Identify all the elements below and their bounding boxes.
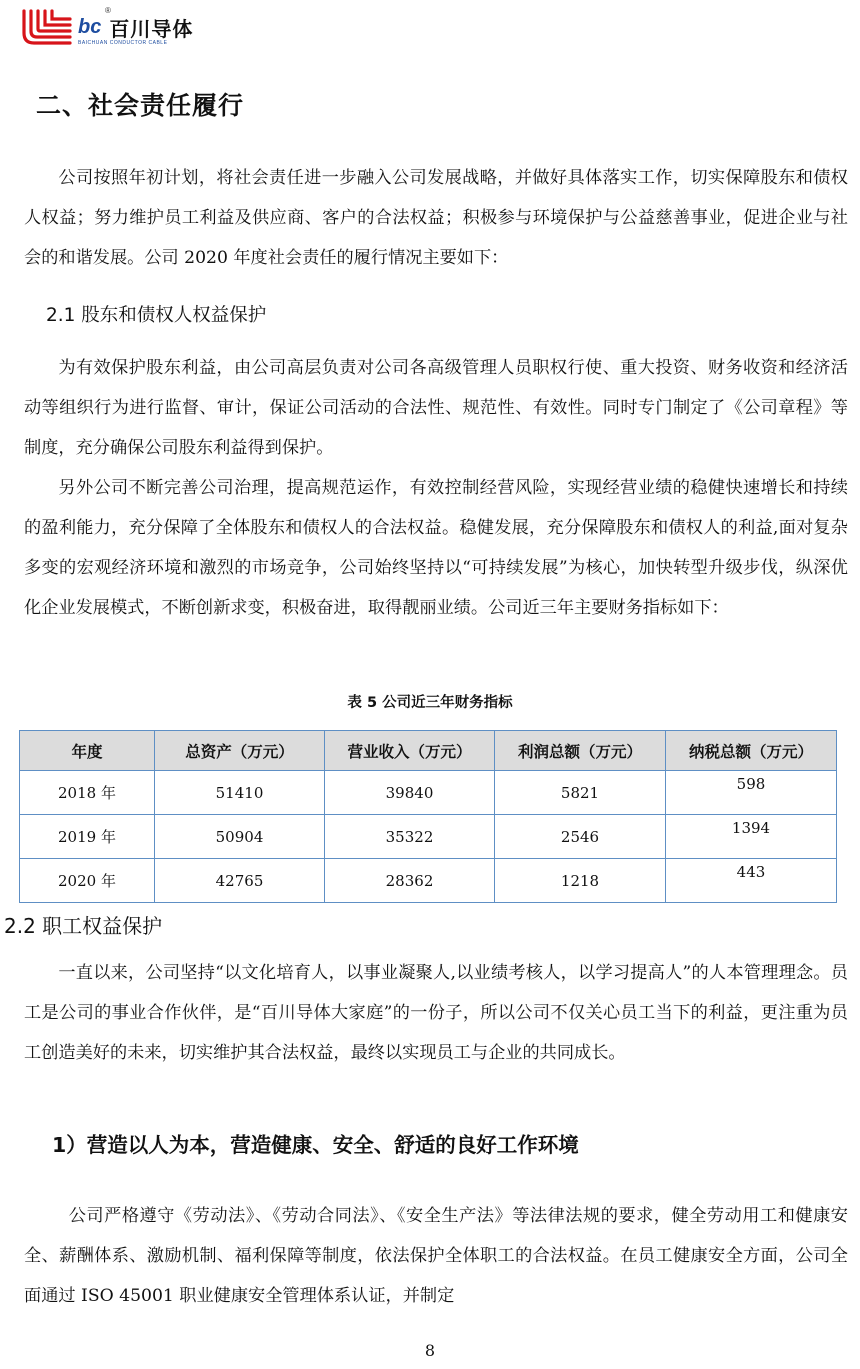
section-title: 二、社会责任履行	[36, 91, 245, 120]
cell-revenue: 35322	[325, 815, 495, 859]
logo-bc-text: bc ® BAICHUAN CONDUCTOR CABLE	[78, 5, 168, 46]
employee-paragraph: 一直以来，公司坚持“以文化培育人，以事业凝聚人,以业绩考核人，以学习提高人”的人本管理理念。员工是公司的事业合作伙伴，是“百川导体大家庭”的一份子，所以公司不仅关心员工当下的利益，更注重为员工创造美好的未来，切实维护其合法权益，最终以实现员工与企业的共同成长。	[24, 963, 848, 1063]
cell-year: 2019 年	[20, 815, 155, 859]
header-total-tax: 纳税总额（万元）	[666, 731, 837, 771]
cell-total-assets: 51410	[155, 771, 325, 815]
cell-revenue: 39840	[325, 771, 495, 815]
table-row	[20, 815, 837, 859]
financial-indicators-table	[19, 730, 837, 903]
page-number: 8	[424, 1341, 436, 1360]
cell-total-profit: 1218	[495, 859, 666, 903]
cell-total-tax: 598	[666, 771, 837, 815]
cell-year: 2020 年	[20, 859, 155, 903]
table-row	[20, 859, 837, 903]
header-total-profit: 利润总额（万元）	[495, 731, 666, 771]
logo-subtext: BAICHUAN CONDUCTOR CABLE	[78, 39, 168, 46]
shareholder-paragraph-2: 另外公司不断完善公司治理，提高规范运作，有效控制经营风险，实现经营业绩的稳健快速增长和持续的盈利能力，充分保障了全体股东和债权人的合法权益。稳健发展，充分保障股东和债权人的利益,面对复杂多变的宏观经济环境和激烈的市场竞争，公司始终坚持以“可持续发展”为核心，加快转型升级步伐，纵深优化企业发展模式，不断创新求变，积极奋进，取得靓丽业绩。公司近三年主要财务指标如下：	[24, 478, 848, 618]
work-environment-paragraph: 公司严格遵守《劳动法》、《劳动合同法》、《安全生产法》等法律法规的要求，健全劳动用工和健康安全、薪酬体系、激励机制、福利保障等制度，依法保护全体职工的合法权益。在员工健康安全方面，公司全面通过 ISO 45001 职业健康安全管理体系认证，并制定	[24, 1206, 848, 1306]
table-row	[20, 771, 837, 815]
logo-mark-icon	[20, 7, 76, 47]
cell-total-tax: 443	[666, 859, 837, 903]
subsection-1-title: 1）营造以人为本，营造健康、安全、舒适的良好工作环境	[52, 1133, 579, 1157]
cell-revenue: 28362	[325, 859, 495, 903]
table-caption: 表 5 公司近三年财务指标	[347, 695, 513, 711]
subsection-2-1-title: 2.1 股东和债权人权益保护	[46, 305, 267, 326]
subsection-2-2-title: 2.2 职工权益保护	[4, 914, 163, 938]
cell-total-assets: 50904	[155, 815, 325, 859]
header-year: 年度	[20, 731, 155, 771]
company-logo	[20, 6, 193, 48]
table-header-row	[20, 731, 837, 771]
registered-mark: ®	[105, 5, 111, 15]
cell-total-profit: 5821	[495, 771, 666, 815]
shareholder-paragraph-1: 为有效保护股东利益，由公司高层负责对公司各高级管理人员职权行使、重大投资、财务收资和经济活动等组织行为进行监督、审计，保证公司活动的合法性、规范性、有效性。同时专门制定了《公司章程》等制度，充分确保公司股东利益得到保护。	[24, 358, 848, 458]
intro-paragraph: 公司按照年初计划，将社会责任进一步融入公司发展战略，并做好具体落实工作，切实保障股东和债权人权益；努力维护员工利益及供应商、客户的合法权益；积极参与环境保护与公益慈善事业，促进企业与社会的和谐发展。公司 2020 年度社会责任的履行情况主要如下：	[24, 168, 848, 268]
cell-total-profit: 2546	[495, 815, 666, 859]
cell-total-tax: 1394	[666, 815, 837, 859]
header-revenue: 营业收入（万元）	[325, 731, 495, 771]
cell-total-assets: 42765	[155, 859, 325, 903]
header-total-assets: 总资产（万元）	[155, 731, 325, 771]
company-name: 百川导体	[109, 16, 194, 41]
cell-year: 2018 年	[20, 771, 155, 815]
